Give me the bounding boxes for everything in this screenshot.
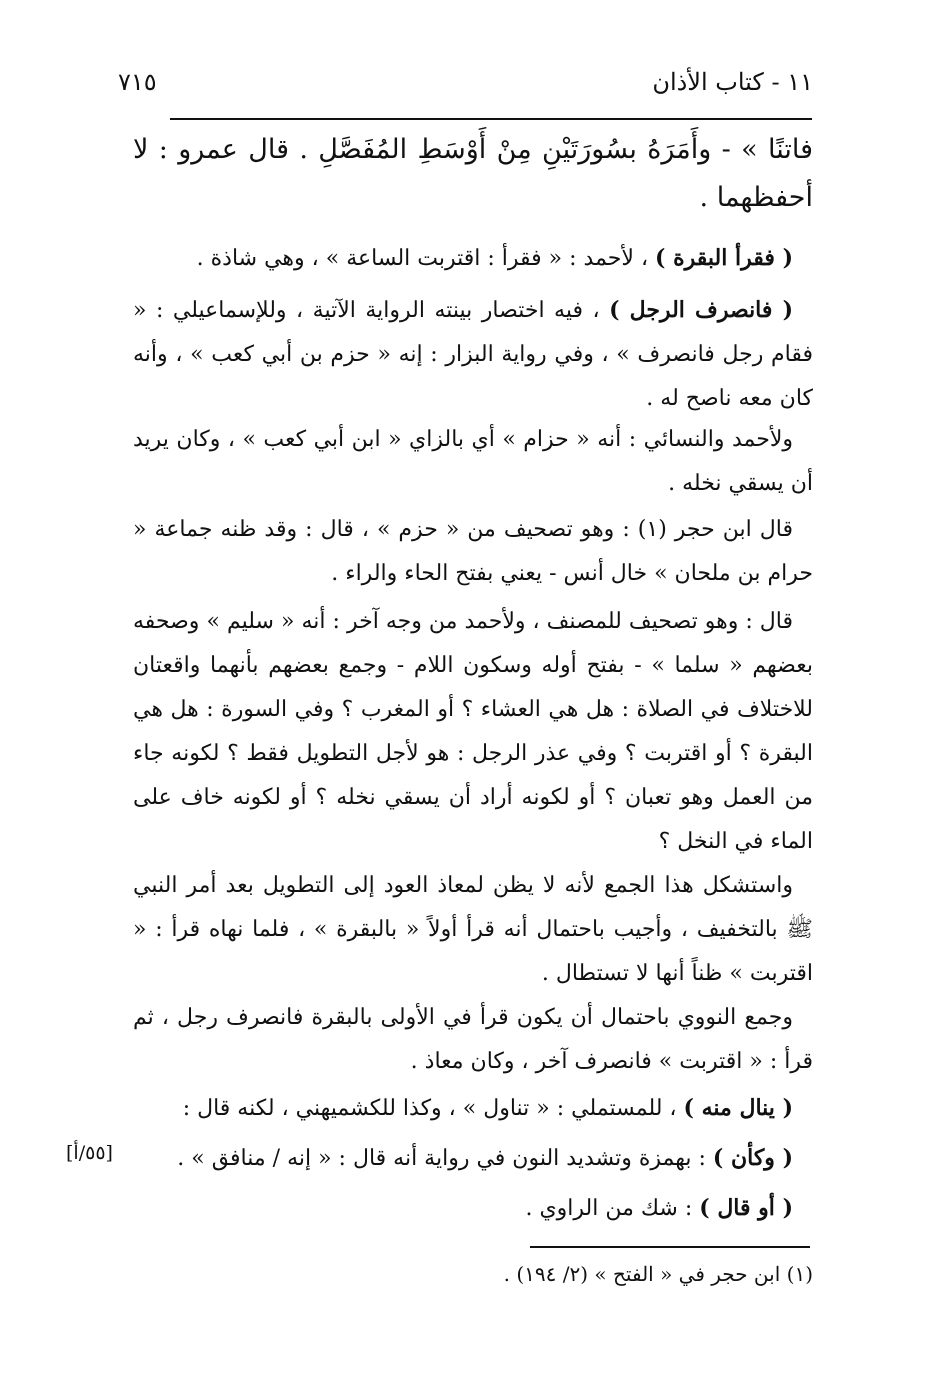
chapter-title: ١١ - كتاب الأذان [652,68,813,96]
paragraph-text: وجمع النووي باحتمال أن يكون قرأ في الأولى بالبقرة فانصرف رجل ، ثم قرأ : « اقتربت » فانصرف آخر ، وكان معاذ . [133,1005,813,1074]
paragraph-heading: ( ينال منه ) [683,1095,793,1121]
paragraph-heading: ( فانصرف الرجل ) [609,297,793,323]
paragraph-text: قال ابن حجر (١) : وهو تصحيف من « حزم » ، قال : وقد ظنه جماعة « حرام بن ملحان » خال أنس - يعني بفتح الحاء والراء . [133,517,813,586]
paragraph [133,288,813,421]
paragraph [133,1086,813,1131]
paragraph-text: ، فيه اختصار بينته الرواية الآتية ، وللإسماعيلي : « فقام رجل فانصرف » ، وفي رواية البزار : إنه « حزم بن أبي كعب » ، وأنه كان معه ناصح له . [133,298,813,411]
paragraph [133,236,813,281]
footnote: (١) ابن حجر في « الفتح » (٢/ ١٩٤) . [503,1262,813,1286]
paragraph [133,600,813,864]
paragraph-hadith [133,126,813,222]
manuscript-folio-note: [٥٥/أ] [66,1142,113,1164]
page-number: ٧١٥ [118,68,157,96]
header-rule [170,118,812,120]
paragraph-text: ، للمستملي : « تناول » ، وكذا للكشميهني ، لكنه قال : [182,1096,684,1121]
footnote-rule [530,1246,810,1248]
paragraph-heading: ( أو قال ) [699,1195,793,1221]
paragraph-heading: ( فقرأ البقرة ) [655,245,793,271]
paragraph-text: قال : وهو تصحيف للمصنف ، ولأحمد من وجه آخر : أنه « سليم » وصحفه بعضهم « سلما » - بفتح أوله وسكون اللام - وجمع بعضهم بأنهما واقعتان للاختلاف في الصلاة : هل هي العشاء ؟ أو المغرب ؟ وفي السورة : هل هي البقرة ؟ أو اقتربت ؟ وفي عذر الرجل : هو لأجل التطويل فقط ؟ لكونه جاء من العمل وهو تعبان ؟ أو لكونه أراد أن يسقي نخله ؟ أو لكونه خاف على الماء في النخل ؟ [133,609,813,854]
paragraph-text: : بهمزة وتشديد النون في رواية أنه قال : « إنه / منافق » . [177,1146,713,1171]
paragraph [133,1136,813,1181]
paragraph-heading: ( وكأن ) [712,1145,793,1171]
paragraph [133,1186,813,1231]
paragraph [133,508,813,596]
paragraph [133,864,813,996]
paragraph [133,418,813,506]
paragraph [133,996,813,1084]
paragraph-text: ولأحمد والنسائي : أنه « حزام » أي بالزاي « ابن أبي كعب » ، وكان يريد أن يسقي نخله . [133,427,813,496]
paragraph-text: واستشكل هذا الجمع لأنه لا يظن لمعاذ العود إلى التطويل بعد أمر النبي ﷺ بالتخفيف ، وأجيب باحتمال أنه قرأ أولاً « بالبقرة » ، فلما نهاه قرأ : « اقتربت » ظناً أنها لا تستطال . [133,873,813,986]
paragraph-text: فاتنًا » - وأَمَرَهُ بسُورَتَيْنِ مِنْ أَوْسَطِ المُفَصَّلِ . قال عمرو : لا أحفظهما . [133,134,813,213]
paragraph-text: ، لأحمد : « فقرأ : اقتربت الساعة » ، وهي شاذة . [196,246,656,271]
paragraph-text: : شك من الراوي . [525,1196,700,1221]
